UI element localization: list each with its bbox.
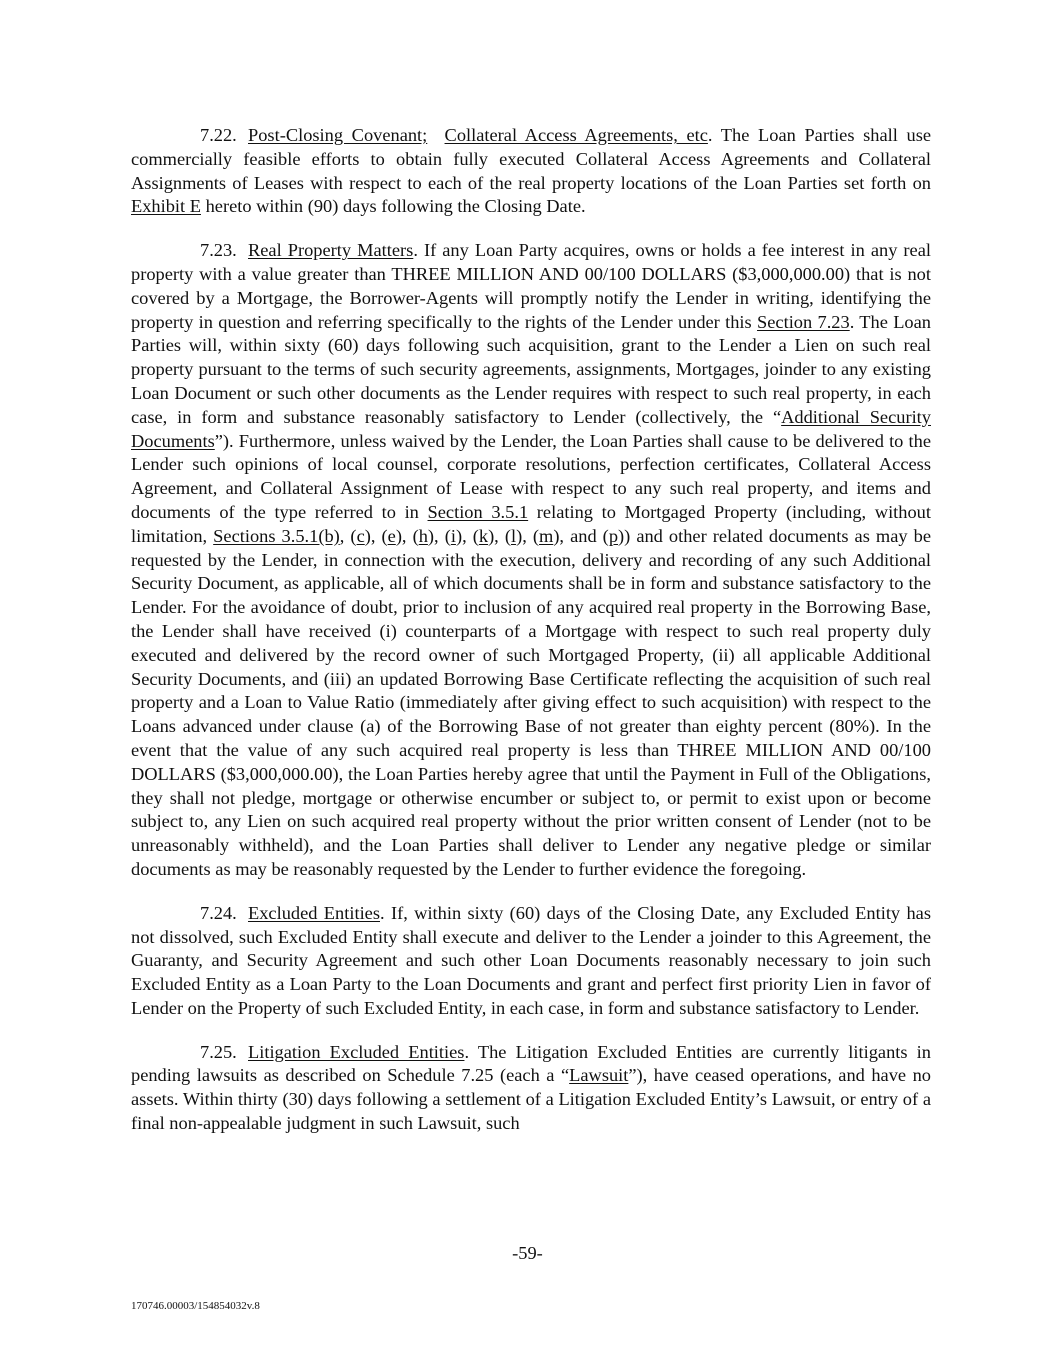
sub-reference: c (356, 525, 365, 546)
section-7-25 (131, 1041, 931, 1136)
section-number: 7.25. (200, 1041, 237, 1062)
body-text: . The Loan Parties will, within sixty (60) days following such acquisition, grant to the Lender a Lien on such real property pursuant to the terms of such security agreements, assignments, Mortgages, joinder to any existing Loan Document or such other documents as the Lender requires with respect to such real property, in each case, in form and substance reasonably satisfactory to Lender (collectively, the “ (131, 311, 931, 427)
section-heading: Post-Closing Covenant; (248, 125, 428, 145)
section-7-22 (131, 124, 931, 219)
section-heading: Real Property Matters (248, 240, 414, 261)
sub-reference: m (539, 525, 554, 546)
section-reference: Sections 3.5.1(b) (213, 525, 340, 546)
body-text: ”). Furthermore, unless waived by the Lender, the Loan Parties shall cause to be delivered to the Lender such opinions of local counsel, corporate resolutions, perfection certificates, Collateral Access Agreement, and Collateral Assignment of Lease with respect to any such real property, and items and documents of the type referred to in (131, 430, 931, 522)
document-id-footer: 170746.00003/154854032v.8 (131, 1300, 260, 1312)
sub-reference: p (608, 525, 619, 546)
defined-term: Lawsuit (569, 1065, 629, 1086)
section-number: 7.23. (200, 240, 237, 261)
sub-reference: h (418, 525, 428, 546)
body-text: hereto within (90) days following the Closing Date. (200, 196, 586, 217)
section-number: 7.24. (200, 902, 237, 923)
sub-reference: i (450, 525, 456, 546)
body-text: ”), have ceased operations, and have no assets. Within thirty (30) days following a settlement of a Litigation Excluded Entity’s Lawsuit, or entry of a final non-appealable judgment in such Lawsuit, such (131, 1065, 931, 1134)
section-heading: Litigation Excluded Entities (248, 1041, 465, 1062)
body-text: ) and other related documents as may be requested by the Lender, in connection with the execution, delivery and recording of any such Additional Security Document, as applicable, all of which documents shall be in form and substance satisfactory to the Lender. For the avoidance of doubt, prior to inclusion of any acquired real property in the Borrowing Base, the Lender shall have received (i) counterparts of a Mortgage with respect to such real property duly executed and delivered by the record owner of such Mortgaged Property, (ii) all applicable Additional Security Documents, and (iii) an updated Borrowing Base Certificate reflecting the acquisition of such real property and a Loan to Value Ratio (immediately after giving effect to such acquisition) with respect to the Loans advanced under clause (a) of the Borrowing Base of not greater than eighty percent (80%). In the event that the value of any such acquired real property is less than THREE MILLION AND 00/100 DOLLARS ($3,000,000.00), the Loan Parties hereby agree that until the Payment in Full of the Obligations, they shall not pledge, mortgage or otherwise encumber or subject to, or permit to exist upon or become subject to, any Lien on such acquired real property without the prior written consent of Lender (not to be unreasonably withheld), and the Loan Parties shall deliver to Lender any negative pledge or similar documents as may be reasonably requested by the Lender to further evidence the foregoing. (131, 525, 931, 879)
sub-reference: l (510, 525, 517, 546)
sub-reference: e (387, 525, 396, 546)
body-text: . The Litigation Excluded Entities are currently litigants in pending lawsuits as described on Schedule 7.25 (each a “ (131, 1041, 931, 1086)
section-number: 7.22. (200, 125, 237, 145)
body-text: . If, within sixty (60) days of the Closing Date, any Excluded Entity has not dissolved, such Excluded Entity shall execute and deliver to the Lender a joinder to this Agreement, the Guaranty, and Security Agreement and such other Loan Documents reasonably necessary to join such Excluded Entity as a Loan Party to the Loan Documents and grant and perfect first priority Lien in favor of Lender on the Property of such Excluded Entity, in each case, in form and substance satisfactory to Lender. (131, 902, 931, 1018)
sub-reference: k (478, 525, 489, 546)
page-number: -59- (512, 1243, 543, 1263)
body-text: . The Loan Parties shall use commercially feasible efforts to obtain fully executed Collateral Access Agreements and Collateral Assignments of Leases with respect to each of the real property locations of the Loan Parties set forth on (131, 125, 932, 193)
section-heading-2: Collateral Access Agreements, etc (444, 125, 708, 145)
body-text: . If any Loan Party acquires, owns or holds a fee interest in any real property with a value greater than THREE MILLION AND 00/100 DOLLARS ($3,000,000.00) that is not covered by a Mortgage, the Borrower-Agents will promptly notify the Lender in writing, identifying the property in question and referring specifically to the rights of the Lender under this (131, 240, 931, 332)
section-heading: Excluded Entities (248, 902, 380, 923)
section-reference: Section 3.5.1 (427, 501, 529, 522)
defined-term: Additional Security Documents (131, 406, 931, 451)
exhibit-reference: Exhibit E (131, 196, 201, 217)
body-text: relating to Mortgaged Property (including, without limitation, (131, 501, 931, 546)
section-7-23: 7.23. Real Property Matters. If any Loan Party acquires, owns or holds a fee interest in any real property with a value greater than THREE MILLION AND 00/100 DOLLARS ($3,000,000.00) that is not covered by a Mortgage, the Borrower-Agents will promptly notify the Lender in writing, identifying the property in question and referring specifically to the rights of the Lender under this Section 7.23. The Loan Parties will, within sixty (60) days following such acquisition, grant to the Lender a Lien on such real property pursuant to the terms of such security agreements, assignments, Mortgages, joinder to any existing Loan Document or such other documents as the Lender requires with respect to such real property, in each case, in form and substance reasonably satisfactory to Lender (collectively, the “Additional Security Documents”). Furthermore, unless waived by the Lender, the Loan Parties shall cause to be delivered to the Lender such opinions of local counsel, corporate resolutions, perfection certificates, Collateral Access Agreement, and Collateral Assignment of Lease with respect to any such real property, and items and documents of the type referred to in Section 3.5.1 relating to Mortgaged Property (including, without limitation, Sections 3.5.1(b), (c), (e), (h), (i), (k), (l), (m), and (p)) and other related documents as may be requested by the Lender, in connection with the execution, delivery and recording of any such Additional Security Document, as applicable, all of which documents shall be in form and substance satisfactory to the Lender. For the avoidance of doubt, prior to inclusion of any acquired real property in the Borrowing Base, the Lender shall have received (i) counterparts of a Mortgage with respect to such real property duly executed and delivered by the record owner of such Mortgaged Property, (ii) all applicable Additional Security Documents, and (iii) an updated Borrowing Base Certificate reflecting the acquisition of such real property and a Loan to Value Ratio (immediately after giving effect to such acquisition) with respect to the Loans advanced under clause (a) of the Borrowing Base of not greater than eighty percent (80%). In the event that the value of any such acquired real property is less than THREE MILLION AND 00/100 DOLLARS ($3,000,000.00), the Loan Parties hereby agree that until the Payment in Full of the Obligations, they shall not pledge, mortgage or otherwise encumber or subject to, or permit to exist upon or become subject to, any Lien on such acquired real property without the prior written consent of Lender (not to be unreasonably withheld), and the Loan Parties shall deliver to Lender any negative pledge or similar documents as may be reasonably requested by the Lender to further evidence the foregoing. (131, 240, 931, 879)
section-7-24 (131, 902, 931, 1021)
document-body (131, 124, 931, 1136)
section-reference: Section 7.23 (757, 311, 850, 332)
